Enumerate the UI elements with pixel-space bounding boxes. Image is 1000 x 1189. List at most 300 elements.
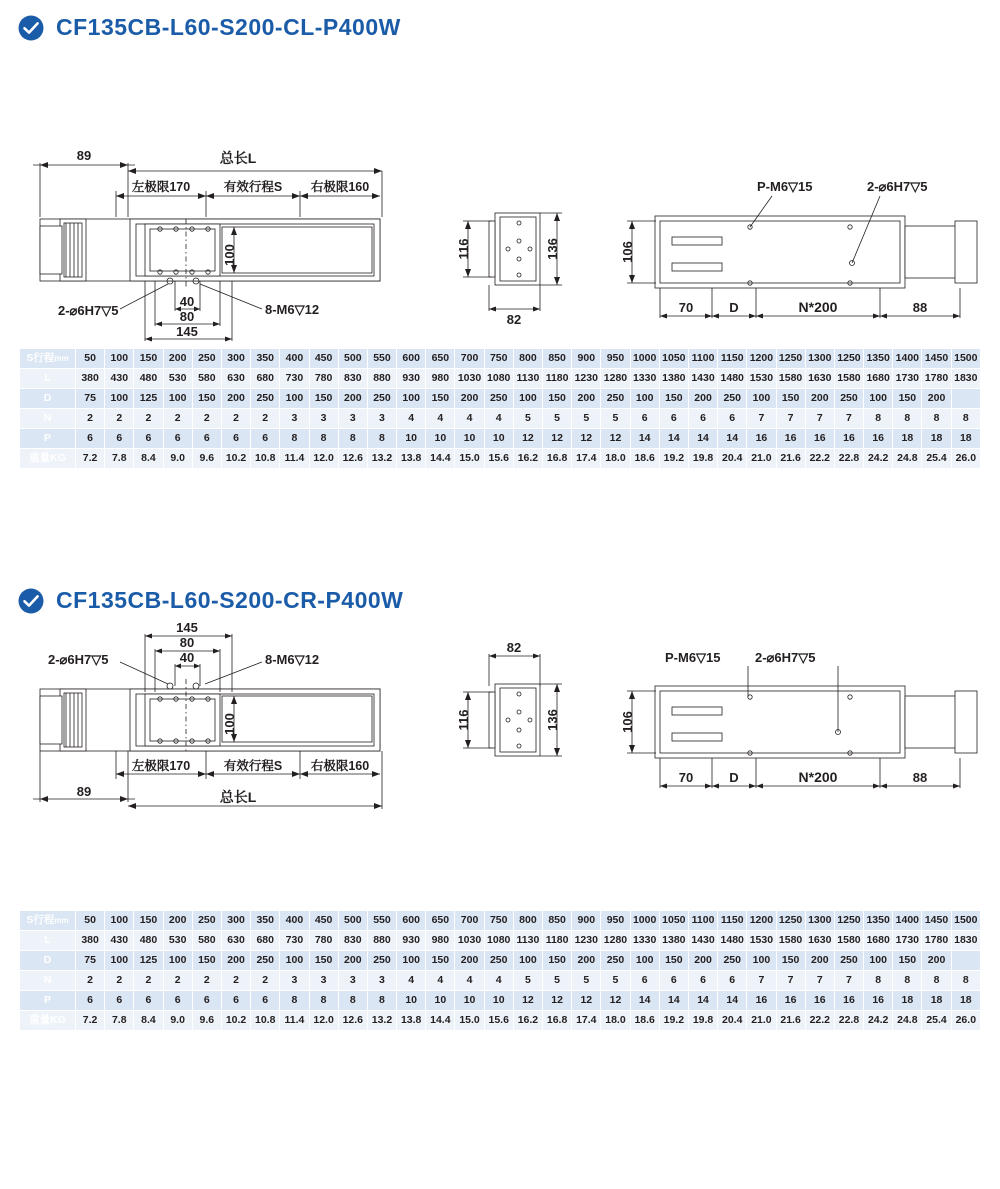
cell: 5: [543, 971, 572, 991]
cell: 3: [280, 409, 309, 429]
cell: 19.8: [688, 449, 717, 469]
cell: 4: [426, 971, 455, 991]
cell: 750: [484, 911, 513, 931]
cell: 20.4: [718, 449, 747, 469]
svg-text:左极限170: 左极限170: [131, 759, 191, 773]
svg-text:2-⌀6H7▽5: 2-⌀6H7▽5: [755, 650, 816, 665]
cell: 1530: [747, 931, 776, 951]
cell: 16.2: [513, 449, 542, 469]
svg-text:89: 89: [76, 784, 92, 799]
cell: 21.6: [776, 1011, 805, 1031]
cell: 7: [776, 409, 805, 429]
cell: 150: [309, 951, 338, 971]
cell: 400: [280, 911, 309, 931]
cell: 9.0: [163, 1011, 192, 1031]
cell: 200: [572, 951, 601, 971]
cell: 830: [338, 931, 367, 951]
cell: 6: [630, 409, 659, 429]
cell: 150: [426, 389, 455, 409]
cell: 10: [426, 429, 455, 449]
cell: 200: [688, 389, 717, 409]
cell: 1250: [776, 349, 805, 369]
cell: 6: [163, 429, 192, 449]
cell: 250: [834, 389, 863, 409]
table-row: [20, 1011, 981, 1031]
cell: 250: [251, 951, 280, 971]
cell: 100: [397, 389, 426, 409]
cell: 1180: [543, 369, 572, 389]
cell: 850: [543, 349, 572, 369]
row-label-l: L: [20, 369, 76, 389]
cell: 100: [630, 951, 659, 971]
cell: 100: [280, 389, 309, 409]
cell: 250: [718, 389, 747, 409]
technical-drawing-cl: [0, 41, 1000, 339]
spec-table-cr: [19, 910, 981, 1031]
cell: 900: [572, 349, 601, 369]
section-title-row-2: [0, 587, 1000, 614]
cell: 22.8: [834, 1011, 863, 1031]
cell: 18.0: [601, 449, 630, 469]
cell: 2: [192, 971, 221, 991]
svg-text:40: 40: [179, 650, 195, 665]
cell: 1280: [601, 931, 630, 951]
cell: 100: [864, 951, 893, 971]
cell: 18: [922, 991, 951, 1011]
cell: 1630: [805, 369, 834, 389]
cell: 250: [251, 389, 280, 409]
cell: 6: [192, 429, 221, 449]
cell: 430: [105, 369, 134, 389]
cell: 1480: [718, 369, 747, 389]
cell: 16: [805, 429, 834, 449]
cell: 430: [105, 931, 134, 951]
cell: 1230: [572, 931, 601, 951]
cell: 200: [163, 349, 192, 369]
cell: 100: [105, 349, 134, 369]
cell: 1500: [951, 911, 980, 931]
cell: 1580: [776, 931, 805, 951]
cell: 8: [280, 991, 309, 1011]
cell: 4: [397, 409, 426, 429]
cell: 13.8: [397, 1011, 426, 1031]
cell: 600: [397, 911, 426, 931]
cell: 14.4: [426, 449, 455, 469]
cell: 3: [280, 971, 309, 991]
cell: 8: [309, 991, 338, 1011]
cell: 2: [76, 409, 105, 429]
svg-text:100: 100: [222, 244, 237, 266]
cell: 780: [309, 931, 338, 951]
cell: 6: [718, 409, 747, 429]
cell: 1380: [659, 369, 688, 389]
cell: 150: [776, 951, 805, 971]
cell: 250: [834, 951, 863, 971]
cell: 730: [280, 369, 309, 389]
svg-text:D: D: [729, 770, 739, 785]
cell: 1130: [513, 369, 542, 389]
product-section-cr: [0, 469, 1000, 1031]
cell: 12.0: [309, 449, 338, 469]
cell: 1150: [718, 911, 747, 931]
row-label-d: D: [20, 389, 76, 409]
cell: 150: [192, 951, 221, 971]
section-title-row-1: [0, 14, 1000, 41]
cell: 16: [864, 991, 893, 1011]
cell: 680: [251, 931, 280, 951]
cell: 150: [893, 951, 922, 971]
cell: 6: [105, 991, 134, 1011]
cell: 3: [367, 409, 396, 429]
cell: 8: [922, 971, 951, 991]
cell: 250: [718, 951, 747, 971]
cell: 1130: [513, 931, 542, 951]
cell: 6: [76, 429, 105, 449]
cell: 6: [630, 971, 659, 991]
cell: 100: [513, 951, 542, 971]
cell: 200: [455, 951, 484, 971]
cell: 6: [718, 971, 747, 991]
cell: 16.8: [543, 1011, 572, 1031]
cell: 250: [367, 951, 396, 971]
cell: 15.6: [484, 449, 513, 469]
cell: 24.2: [864, 449, 893, 469]
cell: 6: [221, 429, 250, 449]
svg-text:145: 145: [176, 324, 198, 339]
svg-text:82: 82: [506, 312, 522, 327]
cell: 1400: [893, 911, 922, 931]
cell: 2: [251, 409, 280, 429]
svg-text:80: 80: [179, 309, 195, 324]
cell: 21.0: [747, 1011, 776, 1031]
cell: 530: [163, 931, 192, 951]
cell: 8: [367, 429, 396, 449]
cell: 19.2: [659, 1011, 688, 1031]
cell: 13.8: [397, 449, 426, 469]
cell: 200: [338, 951, 367, 971]
cell: 150: [776, 389, 805, 409]
cell: 10.8: [251, 1011, 280, 1031]
cell: 700: [455, 911, 484, 931]
cell: 1530: [747, 369, 776, 389]
cell: 7: [776, 971, 805, 991]
cell: 880: [367, 931, 396, 951]
cell: 4: [397, 971, 426, 991]
cell: 50: [76, 349, 105, 369]
cell: 14: [718, 991, 747, 1011]
product-section-cl: [0, 0, 1000, 469]
cell: 12: [572, 429, 601, 449]
cell: 380: [76, 369, 105, 389]
cell: 50: [76, 911, 105, 931]
table-row: [20, 449, 981, 469]
cell: 250: [601, 951, 630, 971]
cell: 150: [543, 389, 572, 409]
cell: 500: [338, 911, 367, 931]
cell: 680: [251, 369, 280, 389]
cell: 1350: [864, 911, 893, 931]
cell: 450: [309, 349, 338, 369]
svg-text:89: 89: [76, 148, 92, 163]
cell: 6: [134, 991, 163, 1011]
cell: 14.4: [426, 1011, 455, 1031]
cell: 12.0: [309, 1011, 338, 1031]
cell: 650: [426, 349, 455, 369]
cell: 1330: [630, 931, 659, 951]
check-circle-icon: [18, 15, 44, 41]
cell: 18: [951, 429, 980, 449]
cell: 1580: [776, 369, 805, 389]
cell: 250: [484, 951, 513, 971]
spec-table-cl: [19, 348, 981, 469]
cell: 9.6: [192, 1011, 221, 1031]
page-title-2: CF135CB-L60-S200-CR-P400W: [56, 587, 404, 613]
cell: 8: [864, 971, 893, 991]
cell: 1480: [718, 931, 747, 951]
cell: 1100: [688, 911, 717, 931]
cell: 1450: [922, 349, 951, 369]
svg-text:106: 106: [620, 241, 635, 263]
cell: 10: [484, 991, 513, 1011]
cell: 150: [426, 951, 455, 971]
svg-text:有效行程S: 有效行程S: [223, 180, 283, 194]
cell: 16: [834, 429, 863, 449]
svg-text:P-M6▽15: P-M6▽15: [665, 650, 721, 665]
cell: [951, 951, 980, 971]
cell: 4: [455, 971, 484, 991]
cell: 700: [455, 349, 484, 369]
cell: 26.0: [951, 449, 980, 469]
cell: 18: [922, 429, 951, 449]
table-row: [20, 369, 981, 389]
cell: 2: [192, 409, 221, 429]
cell: 7: [834, 409, 863, 429]
svg-text:116: 116: [456, 709, 471, 731]
cell: 3: [367, 971, 396, 991]
cell: 150: [893, 389, 922, 409]
cell: 1400: [893, 349, 922, 369]
svg-text:88: 88: [912, 300, 928, 315]
svg-text:8-M6▽12: 8-M6▽12: [265, 302, 320, 317]
row-label-p: P: [20, 429, 76, 449]
cell: 8: [338, 429, 367, 449]
cell: 6: [105, 429, 134, 449]
cell: 25.4: [922, 1011, 951, 1031]
cell: 18: [893, 429, 922, 449]
row-label-weight: 重量KG: [20, 1011, 76, 1031]
cell: 450: [309, 911, 338, 931]
cell: 1680: [864, 931, 893, 951]
cell: 125: [134, 389, 163, 409]
cell: 200: [805, 951, 834, 971]
cell: 750: [484, 349, 513, 369]
cell: 1680: [864, 369, 893, 389]
cell: 200: [221, 389, 250, 409]
cell: 1730: [893, 931, 922, 951]
cell: 3: [338, 409, 367, 429]
cell: 630: [221, 931, 250, 951]
svg-text:145: 145: [176, 620, 198, 635]
cell: 8: [893, 409, 922, 429]
cell: 14: [630, 991, 659, 1011]
cell: 24.2: [864, 1011, 893, 1031]
cell: 630: [221, 369, 250, 389]
cell: 7: [834, 971, 863, 991]
cell: 380: [76, 931, 105, 951]
cell: 10: [426, 991, 455, 1011]
cell: 13.2: [367, 1011, 396, 1031]
svg-text:N*200: N*200: [798, 299, 838, 315]
cell: 650: [426, 911, 455, 931]
cell: 24.8: [893, 449, 922, 469]
cell: 100: [630, 389, 659, 409]
cell: 200: [455, 389, 484, 409]
cell: 18: [951, 991, 980, 1011]
cell: 1250: [834, 349, 863, 369]
svg-text:82: 82: [506, 640, 522, 655]
cell: 7: [805, 409, 834, 429]
cell: 9.0: [163, 449, 192, 469]
cell: 5: [543, 409, 572, 429]
svg-text:80: 80: [179, 635, 195, 650]
cell: 5: [572, 409, 601, 429]
cell: 1580: [834, 931, 863, 951]
cell: 6: [688, 409, 717, 429]
cell: 1450: [922, 911, 951, 931]
cell: 125: [134, 951, 163, 971]
svg-text:136: 136: [545, 238, 560, 260]
cell: 7.8: [105, 449, 134, 469]
cell: 8: [951, 409, 980, 429]
cell: 6: [251, 991, 280, 1011]
cell: 12: [543, 429, 572, 449]
cell: 5: [572, 971, 601, 991]
cell: 7.8: [105, 1011, 134, 1031]
cell: 17.4: [572, 449, 601, 469]
svg-text:P-M6▽15: P-M6▽15: [757, 179, 813, 194]
cell: 4: [484, 971, 513, 991]
cell: 1100: [688, 349, 717, 369]
cell: 8: [338, 991, 367, 1011]
cell: 16: [864, 429, 893, 449]
cell: 10: [455, 991, 484, 1011]
cell: 1080: [484, 369, 513, 389]
cell: 200: [572, 389, 601, 409]
cell: 18: [893, 991, 922, 1011]
svg-text:右极限160: 右极限160: [310, 180, 370, 194]
cell: 150: [134, 349, 163, 369]
svg-text:88: 88: [912, 770, 928, 785]
cell: 200: [163, 911, 192, 931]
cell: 10: [397, 429, 426, 449]
cell: 2: [221, 409, 250, 429]
cell: 1380: [659, 931, 688, 951]
cell: 10: [397, 991, 426, 1011]
svg-text:8-M6▽12: 8-M6▽12: [265, 652, 320, 667]
cell: 8: [922, 409, 951, 429]
svg-text:116: 116: [456, 238, 471, 260]
cell: 200: [338, 389, 367, 409]
cell: 14: [659, 991, 688, 1011]
cell: 930: [397, 369, 426, 389]
cell: 2: [251, 971, 280, 991]
cell: 10: [455, 429, 484, 449]
cell: 250: [484, 389, 513, 409]
cell: 550: [367, 911, 396, 931]
table-row: [20, 991, 981, 1011]
cell: 2: [105, 409, 134, 429]
cell: 200: [688, 951, 717, 971]
svg-text:D: D: [729, 300, 739, 315]
cell: 8: [280, 429, 309, 449]
cell: 8: [367, 991, 396, 1011]
svg-text:N*200: N*200: [798, 769, 838, 785]
cell: 16: [747, 429, 776, 449]
table-row: [20, 911, 981, 931]
row-label-n: N: [20, 971, 76, 991]
cell: 100: [747, 389, 776, 409]
cell: 2: [76, 971, 105, 991]
cell: 6: [163, 991, 192, 1011]
cell: 6: [659, 409, 688, 429]
svg-text:70: 70: [678, 300, 694, 315]
cell: 8.4: [134, 1011, 163, 1031]
table-row: [20, 389, 981, 409]
cell: 16.8: [543, 449, 572, 469]
cell: 100: [105, 911, 134, 931]
cell: 6: [688, 971, 717, 991]
cell: 200: [221, 951, 250, 971]
cell: 11.4: [280, 1011, 309, 1031]
svg-text:总长L: 总长L: [219, 789, 257, 805]
cell: 9.6: [192, 449, 221, 469]
cell: 150: [543, 951, 572, 971]
cell: 1030: [455, 369, 484, 389]
cell: 1250: [776, 911, 805, 931]
cell: 1050: [659, 349, 688, 369]
svg-text:100: 100: [222, 713, 237, 735]
cell: 200: [922, 951, 951, 971]
cell: 1730: [893, 369, 922, 389]
row-label-s: S行程mm: [20, 911, 76, 931]
cell: 7: [805, 971, 834, 991]
cell: 6: [192, 991, 221, 1011]
cell: 500: [338, 349, 367, 369]
cell: 550: [367, 349, 396, 369]
cell: 16: [776, 429, 805, 449]
cell: 14: [718, 429, 747, 449]
cell: 15.6: [484, 1011, 513, 1031]
cell: 150: [134, 911, 163, 931]
table-row: [20, 931, 981, 951]
svg-text:106: 106: [620, 711, 635, 733]
cell: 250: [367, 389, 396, 409]
cell: 7.2: [76, 1011, 105, 1031]
cell: 980: [426, 931, 455, 951]
cell: 2: [134, 409, 163, 429]
cell: 22.8: [834, 449, 863, 469]
cell: 6: [76, 991, 105, 1011]
cell: 12: [601, 429, 630, 449]
cell: 100: [397, 951, 426, 971]
cell: 950: [601, 349, 630, 369]
cell: 12: [601, 991, 630, 1011]
cell: 5: [513, 971, 542, 991]
cell: 14: [688, 429, 717, 449]
cell: 8.4: [134, 449, 163, 469]
cell: 7: [747, 409, 776, 429]
row-label-p: P: [20, 991, 76, 1011]
